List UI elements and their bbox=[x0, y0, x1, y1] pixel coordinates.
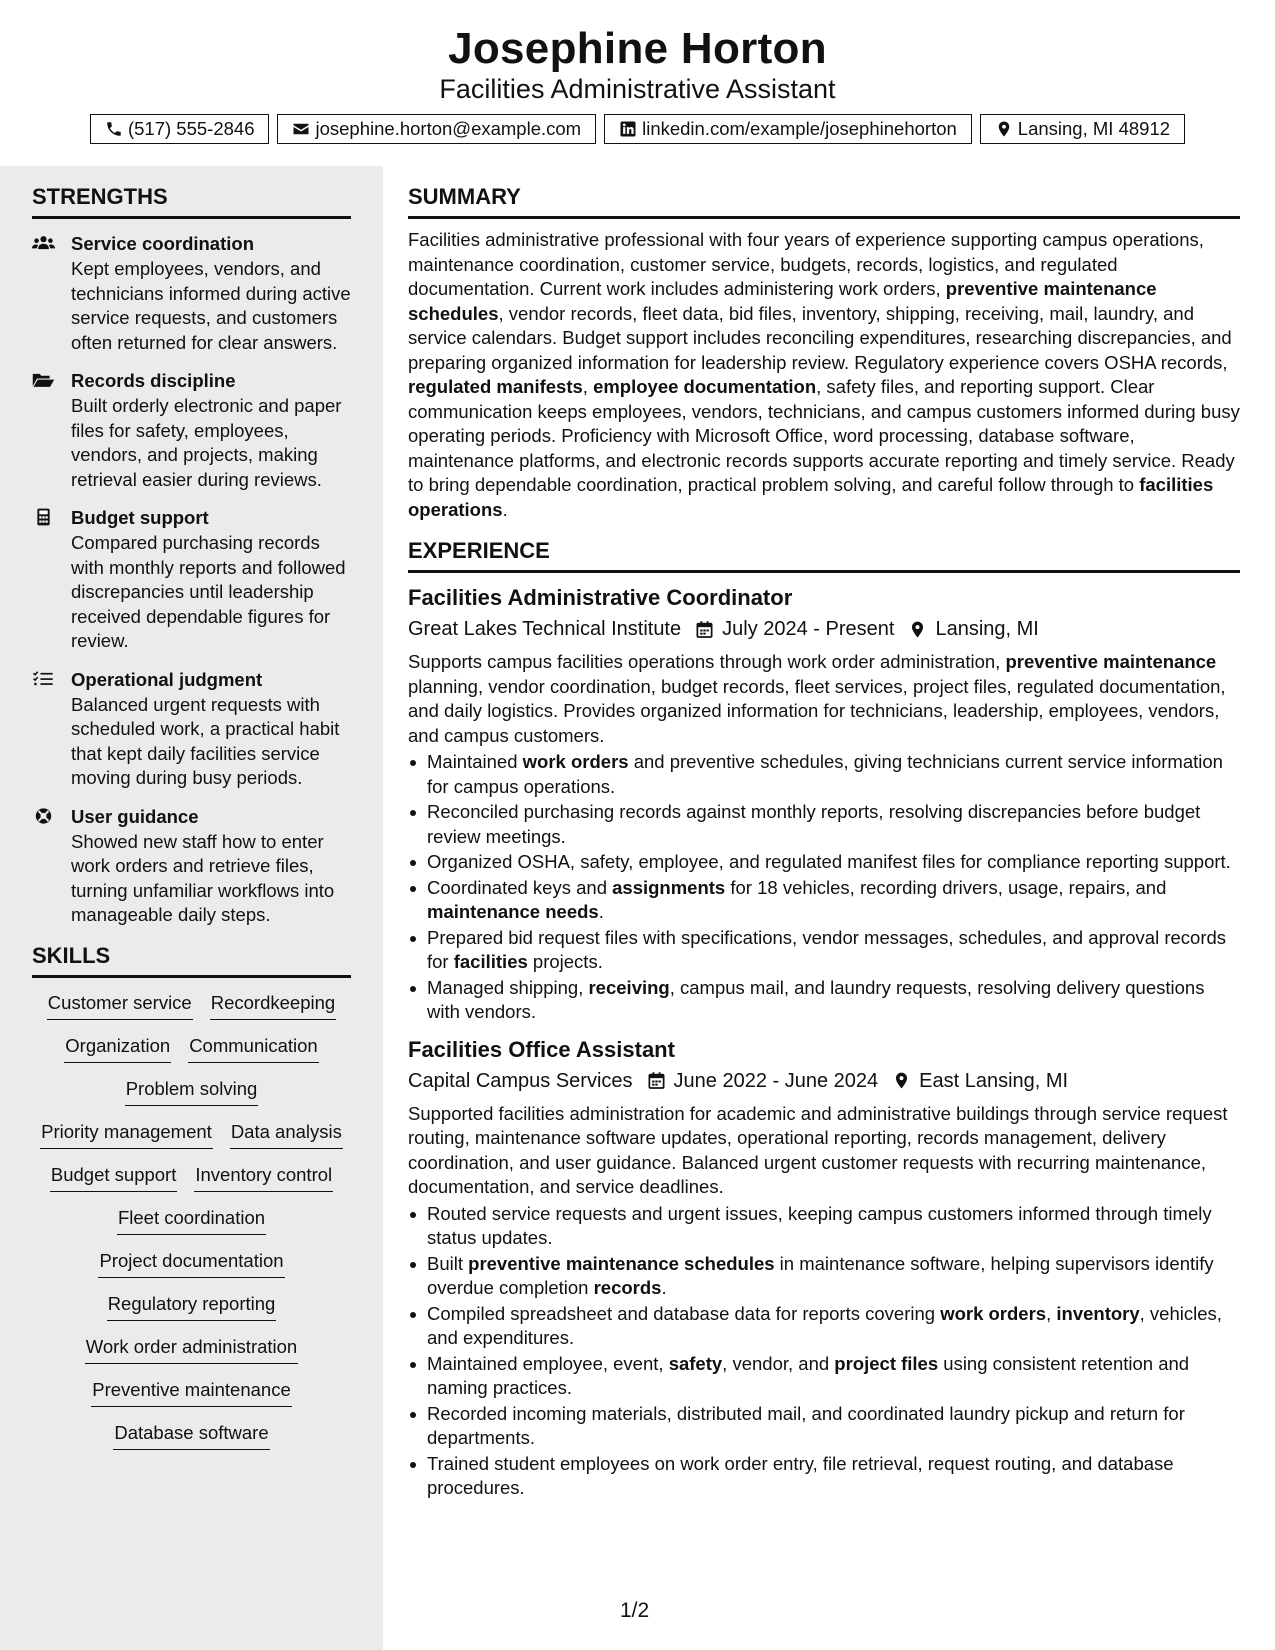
bullet-item: Maintained employee, event, safety, vendor, and project files using consistent retention and naming practices. bbox=[408, 1352, 1240, 1401]
list-check-icon bbox=[32, 670, 55, 688]
strengths-heading: STRENGTHS bbox=[32, 182, 351, 219]
bullet-item: Reconciled purchasing records against monthly reports, resolving discrepancies before budget review meetings. bbox=[408, 800, 1240, 849]
job-meta bbox=[408, 1066, 1240, 1096]
skill-tag: Customer service bbox=[47, 991, 193, 1020]
calendar-icon bbox=[647, 1071, 666, 1090]
skill-tag: Organization bbox=[64, 1034, 171, 1063]
skill-tag: Recordkeeping bbox=[210, 991, 336, 1020]
skills-heading: SKILLS bbox=[32, 941, 351, 978]
bullet-item: Recorded incoming materials, distributed mail, and coordinated laundry pickup and return for departments. bbox=[408, 1402, 1240, 1451]
job-description: Supported facilities administration for academic and administrative buildings through service request routing, maintenance software updates, operational reporting, records management, delivery coordination, and user guidance. Balanced urgent customer requests with recurring maintenance, documentation, and service deadlines. bbox=[408, 1102, 1228, 1197]
strength-title: Service coordination bbox=[71, 233, 254, 254]
skill-tag: Problem solving bbox=[125, 1077, 259, 1106]
contact-location-text: Lansing, MI 48912 bbox=[1017, 118, 1171, 139]
strength-description: Compared purchasing records with monthly reports and followed discrepancies until leadership received dependable figures for review. bbox=[71, 532, 346, 651]
strength-item bbox=[32, 804, 351, 928]
map-pin-icon bbox=[908, 620, 927, 639]
bullet-item: Routed service requests and urgent issues, keeping campus customers informed through timely status updates. bbox=[408, 1202, 1240, 1251]
bullet-item: Trained student employees on work order entry, file retrieval, request routing, and database procedures. bbox=[408, 1452, 1240, 1501]
job-location: Lansing, MI bbox=[935, 618, 1039, 640]
experience-section bbox=[408, 536, 1240, 1501]
bullet-item: Managed shipping, receiving, campus mail, and laundry requests, resolving delivery questions with vendors. bbox=[408, 976, 1240, 1025]
skill-tag: Priority management bbox=[40, 1120, 213, 1149]
skill-tag: Preventive maintenance bbox=[91, 1378, 291, 1407]
job-title: Facilities Administrative Coordinator bbox=[408, 585, 793, 610]
summary-text: Facilities administrative professional with four years of experience supporting campus operations, maintenance coordination, customer service, budgets, records, logistics, and regulated documentation. Current work includes administering work orders, preventive maintenance schedules, vendor records, fleet data, bid files, inventory, shipping, receiving, mail, laundry, and service calendars. Budget support includes reconciling expenditures, researching discrepancies, and preparing organized information for leadership review. Regulatory experience covers OSHA records, regulated manifests, employee documentation, safety files, and reporting support. Clear communication keeps employees, vendors, technicians, and campus customers informed during busy operating periods. Proficiency with Microsoft Office, word processing, database software, maintenance platforms, and electronic records supports accurate reporting and timely service. Ready to bring dependable coordination, practical problem solving, and careful follow through to facilities operations. bbox=[408, 229, 1240, 520]
skill-tag: Regulatory reporting bbox=[107, 1292, 277, 1321]
job-entry bbox=[408, 583, 1240, 1025]
skills-list bbox=[32, 991, 351, 1450]
contact-linkedin-text: linkedin.com/example/josephinehorton bbox=[642, 118, 957, 139]
job-dates: June 2022 - June 2024 bbox=[673, 1069, 879, 1092]
page-number: 1/2 bbox=[620, 1599, 650, 1622]
contact-email[interactable] bbox=[277, 114, 596, 144]
strength-title: Budget support bbox=[71, 507, 209, 528]
resume-header bbox=[0, 0, 1275, 166]
calculator-icon bbox=[32, 508, 55, 526]
users-icon bbox=[32, 234, 55, 252]
envelope-icon bbox=[292, 120, 310, 138]
strength-item bbox=[32, 368, 351, 492]
bullet-item: Prepared bid request files with specifications, vendor messages, schedules, and approval records for facilities projects. bbox=[408, 926, 1240, 975]
skill-tag: Project documentation bbox=[98, 1249, 284, 1278]
job-description: Supports campus facilities operations through work order administration, preventive maintenance planning, vendor coordination, budget records, fleet services, project files, regulated documentation, and daily logistics. Provides organized information for technicians, leadership, employees, vendors, and campus customers. bbox=[408, 651, 1226, 746]
strength-title: Records discipline bbox=[71, 370, 236, 391]
map-pin-icon bbox=[995, 120, 1013, 138]
summary-section bbox=[408, 182, 1240, 522]
candidate-title: Facilities Administrative Assistant bbox=[439, 74, 836, 104]
contact-location bbox=[980, 114, 1185, 144]
calendar-icon bbox=[695, 620, 714, 639]
skill-tag: Communication bbox=[188, 1034, 319, 1063]
skill-tag: Data analysis bbox=[230, 1120, 343, 1149]
skill-tag: Fleet coordination bbox=[117, 1206, 266, 1235]
strengths-list bbox=[32, 231, 351, 928]
bullet-item: Compiled spreadsheet and database data for reports covering work orders, inventory, vehicles, and expenditures. bbox=[408, 1302, 1240, 1351]
candidate-name: Josephine Horton bbox=[448, 24, 827, 73]
strength-item bbox=[32, 231, 351, 355]
job-company: Great Lakes Technical Institute bbox=[408, 618, 682, 640]
job-entry bbox=[408, 1035, 1240, 1501]
bullet-item: Maintained work orders and preventive schedules, giving technicians current service information for campus operations. bbox=[408, 750, 1240, 799]
contact-phone[interactable] bbox=[90, 114, 270, 144]
job-bullets bbox=[408, 1202, 1240, 1501]
strength-item bbox=[32, 505, 351, 654]
contact-phone-text: (517) 555-2846 bbox=[127, 118, 255, 139]
job-bullets bbox=[408, 750, 1240, 1025]
job-company: Capital Campus Services bbox=[408, 1069, 633, 1092]
phone-icon bbox=[105, 120, 123, 138]
linkedin-icon bbox=[619, 120, 637, 138]
strength-description: Showed new staff how to enter work orders and retrieve files, turning unfamiliar workflows into manageable daily steps. bbox=[71, 830, 335, 925]
skill-tag: Budget support bbox=[50, 1163, 177, 1192]
main-column bbox=[408, 182, 1240, 1515]
job-meta bbox=[408, 614, 1240, 644]
bullet-item: Organized OSHA, safety, employee, and regulated manifest files for compliance reporting support. bbox=[408, 850, 1240, 875]
skill-tag: Database software bbox=[113, 1421, 269, 1450]
skill-tag: Inventory control bbox=[194, 1163, 333, 1192]
summary-heading: SUMMARY bbox=[408, 182, 1240, 219]
contact-email-text: josephine.horton@example.com bbox=[315, 118, 582, 139]
strength-title: Operational judgment bbox=[71, 668, 263, 690]
map-pin-icon bbox=[892, 1071, 911, 1090]
strength-description: Balanced urgent requests with scheduled work, a practical habit that kept daily facilities service moving during busy periods. bbox=[71, 693, 340, 788]
job-title: Facilities Office Assistant bbox=[408, 1036, 675, 1062]
strength-title: User guidance bbox=[71, 805, 199, 827]
strength-description: Kept employees, vendors, and technicians informed during active service requests, and customers often returned for clear answers. bbox=[71, 258, 351, 353]
bullet-item: Built preventive maintenance schedules in maintenance software, helping supervisors identify overdue completion records. bbox=[408, 1252, 1240, 1301]
bullet-item: Coordinated keys and assignments for 18 vehicles, recording drivers, usage, repairs, and maintenance needs. bbox=[408, 876, 1240, 925]
life-ring-icon bbox=[32, 807, 55, 825]
strength-description: Built orderly electronic and paper files for safety, employees, vendors, and projects, making retrieval easier during reviews. bbox=[71, 395, 342, 490]
folder-open-icon bbox=[32, 371, 55, 389]
contact-bar bbox=[0, 114, 1275, 144]
sidebar bbox=[0, 166, 383, 1650]
contact-linkedin[interactable] bbox=[604, 114, 972, 144]
job-location: East Lansing, MI bbox=[919, 1069, 1069, 1092]
strength-item bbox=[32, 667, 351, 791]
experience-heading: EXPERIENCE bbox=[408, 536, 1240, 573]
job-dates: July 2024 - Present bbox=[722, 618, 895, 640]
skill-tag: Work order administration bbox=[85, 1335, 298, 1364]
